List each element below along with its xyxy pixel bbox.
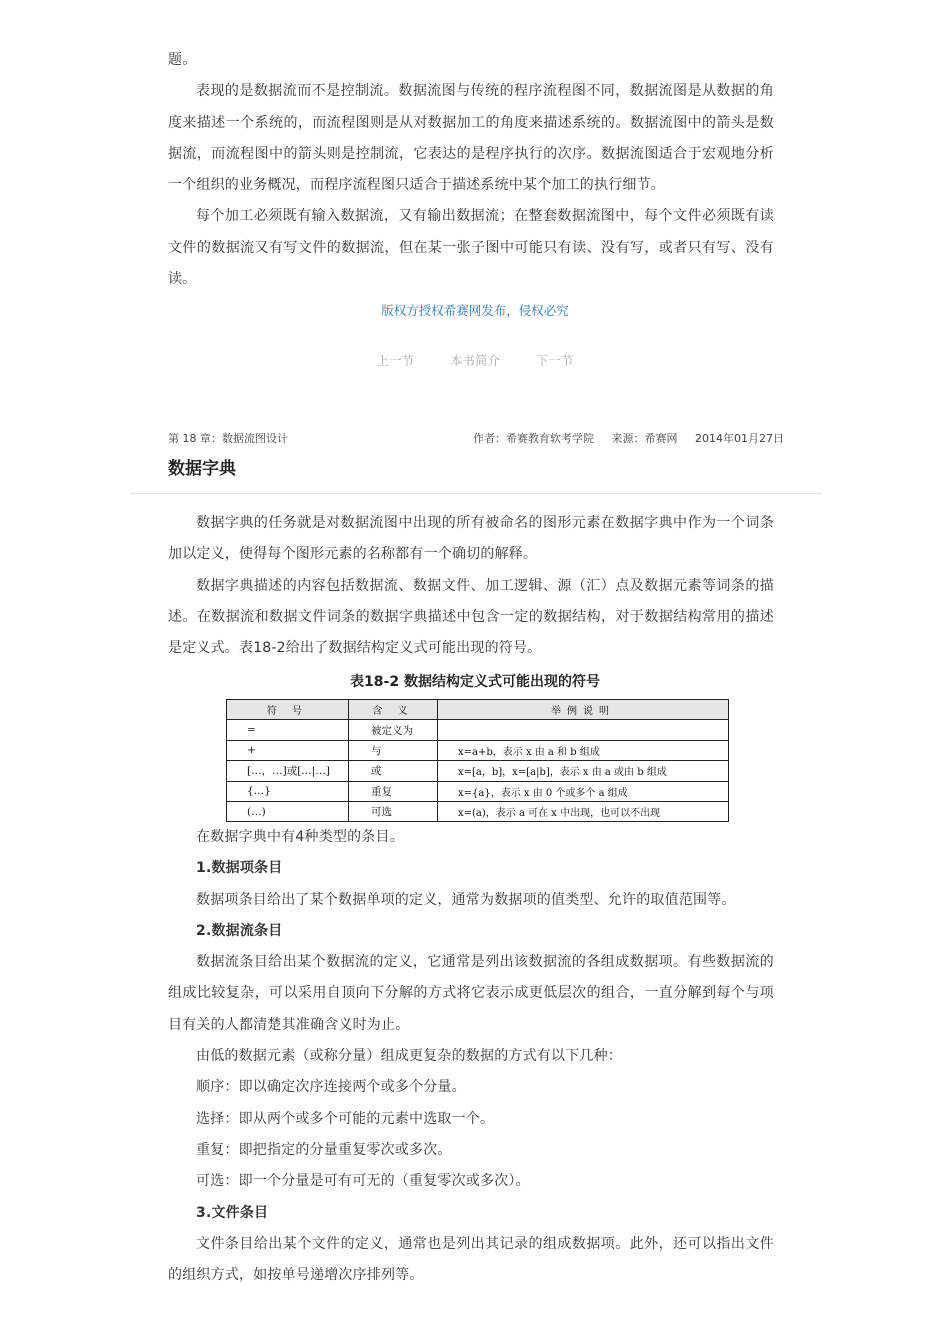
title-divider [130, 493, 822, 494]
next-section-link[interactable]: 下一节 [535, 353, 574, 368]
paragraph: 数据字典描述的内容包括数据流、数据文件、加工逻辑、源（汇）点及数据元素等词条的描述。在数据流和数据文件词条的数据字典描述中包含一定的数据结构，对于数据结构常用的描述是定义式。表18-2给出了数据结构定义式可能出现的符号。 [168, 577, 774, 657]
copyright-notice: 版权方授权希赛网发布，侵权必究 [381, 303, 569, 318]
intro-text [168, 508, 774, 664]
paragraph: 顺序：即以确定次序连接两个或多个分量。 [196, 1079, 466, 1096]
table-cell: + [227, 740, 349, 760]
table-cell: 被定义为 [349, 720, 438, 740]
section-navigation [0, 351, 950, 369]
subheading: 2.数据流条目 [196, 922, 283, 939]
paragraph: 数据流条目给出某个数据流的定义，它通常是列出该数据流的各组成数据项。有些数据流的组成比较复杂，可以采用自顶向下分解的方式将它表示成更低层次的组合，一直分解到每个与项目有关的人都清楚其准确含义时为止。 [168, 954, 774, 1033]
paragraph: 可选：即一个分量是可有可无的（重复零次或多次）。 [196, 1173, 530, 1190]
table-row [227, 720, 729, 740]
table-header: 符 号 [227, 700, 349, 720]
table-cell: 可选 [349, 801, 438, 821]
subheading: 1.数据项条目 [196, 860, 283, 877]
table-header-row [227, 700, 729, 720]
symbol-table [226, 699, 729, 822]
table-row [227, 761, 729, 781]
table-header: 举例说明 [438, 700, 729, 720]
paragraph-fragment: 题。 [168, 52, 197, 68]
article-info [459, 430, 784, 446]
table-cell: x={a}，表示 x 由 0 个或多个 a 组成 [438, 781, 729, 801]
table-row [227, 781, 729, 801]
table-row [227, 740, 729, 760]
paragraph: 表现的是数据流而不是控制流。数据流图与传统的程序流程图不同，数据流图是从数据的角度来描述一个系统的，而流程图则是从对数据加工的角度来描述系统的。数据流图中的箭头是数据流，而流程图中的箭头则是控制流，它表达的是程序执行的次序。数据流图适合于宏观地分析一个组织的业务概况，而程序流程图只适合于描述系统中某个加工的执行细节。 [168, 83, 774, 194]
book-intro-link[interactable]: 本书简介 [449, 353, 500, 368]
author-label: 作者：希赛教育软考学院 [473, 432, 594, 445]
paragraph: 数据字典的任务就是对数据流图中出现的所有被命名的图形元素在数据字典中作为一个词条加以定义，使得每个图形元素的名称都有一个确切的解释。 [168, 515, 774, 563]
paragraph: 每个加工必须既有输入数据流，又有输出数据流；在整套数据流图中，每个文件必须既有读文件的数据流又有写文件的数据流，但在某一张子图中可能只有读、没有写，或者只有写、没有读。 [168, 208, 774, 288]
paragraph: 选择：即从两个或多个可能的元素中选取一个。 [196, 1110, 495, 1127]
table-caption: 表18-2 数据结构定义式可能出现的符号 [350, 674, 600, 690]
source-label: 来源：希赛网 [611, 432, 678, 445]
table-cell: (…) [227, 801, 349, 821]
table-cell: {…} [227, 781, 349, 801]
subheading: 3.文件条目 [196, 1204, 269, 1221]
table-cell: x=(a)，表示 a 可在 x 中出现，也可以不出现 [438, 801, 729, 821]
table-cell: x=[a，b]，x=[a|b]，表示 x 由 a 或由 b 组成 [438, 761, 729, 781]
table-cell: 重复 [349, 781, 438, 801]
chapter-label: 第 18 章：数据流图设计 [168, 432, 288, 445]
previous-section-text [168, 45, 774, 295]
page-title: 数据字典 [168, 459, 236, 479]
prev-section-link[interactable]: 上一节 [376, 353, 414, 368]
table-cell: […，…]或[…|…] [227, 761, 349, 781]
paragraph: 文件条目给出某个文件的定义，通常也是列出其记录的组成数据项。此外，还可以指出文件的组织方式，如按单号递增次序排列等。 [168, 1235, 774, 1284]
table-cell: x=a+b，表示 x 由 a 和 b 组成 [438, 740, 729, 760]
entry-types-text [168, 822, 774, 1291]
paragraph: 重复：即把指定的分量重复零次或多次。 [196, 1141, 452, 1158]
table-cell [438, 720, 729, 740]
table-row [227, 801, 729, 821]
table-cell: = [227, 720, 349, 740]
table-cell: 或 [349, 761, 438, 781]
table-cell: 与 [349, 740, 438, 760]
date-label: 2014年01月27日 [695, 432, 784, 445]
table-header: 含 义 [349, 700, 438, 720]
paragraph: 在数据字典中有4种类型的条目。 [196, 829, 404, 845]
paragraph: 数据项条目给出了某个数据单项的定义，通常为数据项的值类型、允许的取值范围等。 [196, 891, 736, 908]
paragraph: 由低的数据元素（或称分量）组成更复杂的数据的方式有以下几种： [196, 1048, 622, 1065]
